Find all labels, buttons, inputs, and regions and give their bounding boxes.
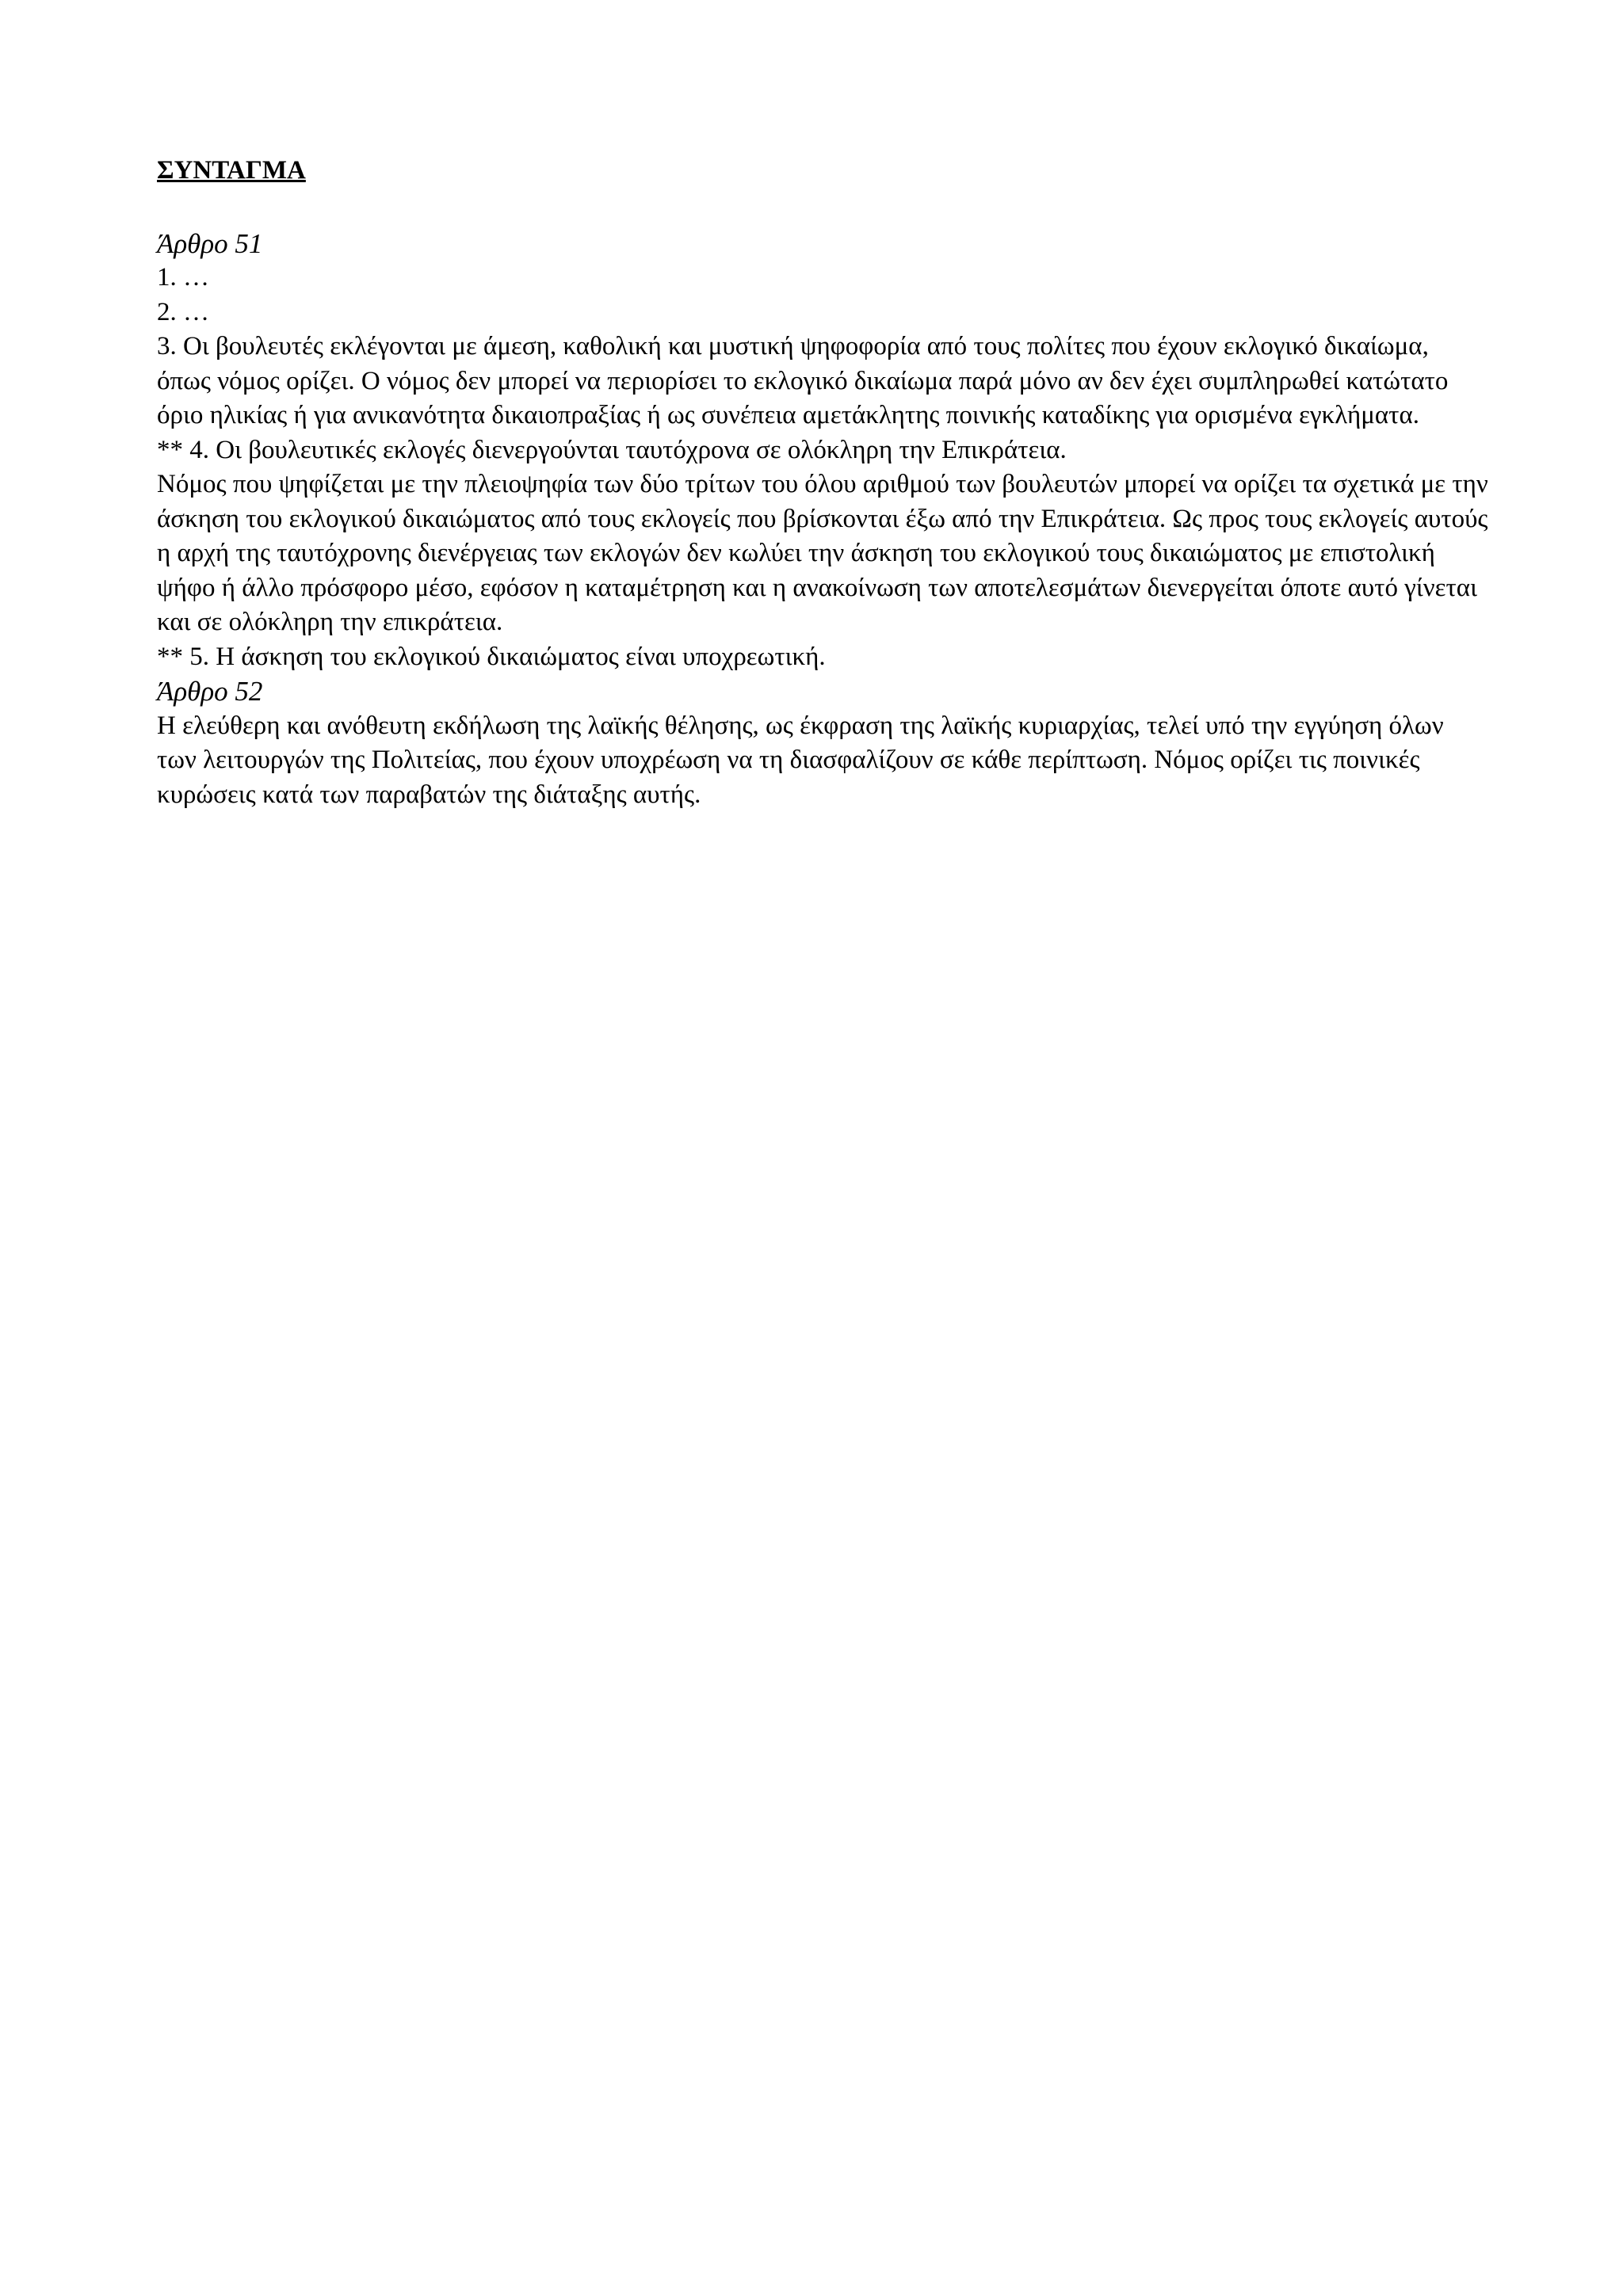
article-51-paragraph-4: ** 4. Οι βουλευτικές εκλογές διενεργούνται ταυτόχρονα σε ολόκληρη την Επικράτεια.: [157, 435, 1067, 464]
article-51-paragraph-2: 2. …: [157, 297, 209, 326]
article-52-heading: Άρθρο 52: [157, 676, 263, 707]
document-title: ΣΥΝΤΑΓΜΑ: [157, 156, 306, 185]
article-51-paragraph-5: ** 5. Η άσκηση του εκλογικού δικαιώματος είναι υποχρεωτική.: [157, 642, 826, 671]
document-page: [157, 154, 1488, 812]
article-51-paragraph-1: 1. …: [157, 263, 209, 292]
article-51-paragraph-4-continued: Νόμος που ψηφίζεται με την πλειοψηφία των δύο τρίτων του όλου αριθμού των βουλευτών μπορεί να ορίζει τα σχετικά με την άσκηση του εκλογικού δικαιώματος από τους εκλογείς που βρίσκονται έξω από την Επικράτεια. Ως προς τους εκλογείς αυτούς η αρχή της ταυτόχρονης διενέργειας των εκλογών δεν κωλύει την άσκηση του εκλογικού τους δικαιώματος με επιστολική ψήφο ή άλλο πρόσφορο μέσο, εφόσον η καταμέτρηση και η ανακοίνωση των αποτελεσμάτων διενεργείται όποτε αυτό γίνεται και σε ολόκληρη την επικράτεια.: [157, 470, 1488, 636]
article-52-paragraph-1: Η ελεύθερη και ανόθευτη εκδήλωση της λαϊκής θέλησης, ως έκφραση της λαϊκής κυριαρχίας, τελεί υπό την εγγύηση όλων των λειτουργών της Πολιτείας, που έχουν υποχρέωση να τη διασφαλίζουν σε κάθε περίπτωση. Νόμος ορίζει τις ποινικές κυρώσεις κατά των παραβατών της διάταξης αυτής.: [157, 711, 1444, 809]
article-51-paragraph-3: 3. Οι βουλευτές εκλέγονται με άμεση, καθολική και μυστική ψηφοφορία από τους πολίτες που έχουν εκλογικό δικαίωμα, όπως νόμος ορίζει. Ο νόμος δεν μπορεί να περιορίσει το εκλογικό δικαίωμα παρά μόνο αν δεν έχει συμπληρωθεί κατώτατο όριο ηλικίας ή για ανικανότητα δικαιοπραξίας ή ως συνέπεια αμετάκλητης ποινικής καταδίκης για ορισμένα εγκλήματα.: [157, 332, 1449, 429]
article-51-heading: Άρθρο 51: [157, 227, 263, 259]
